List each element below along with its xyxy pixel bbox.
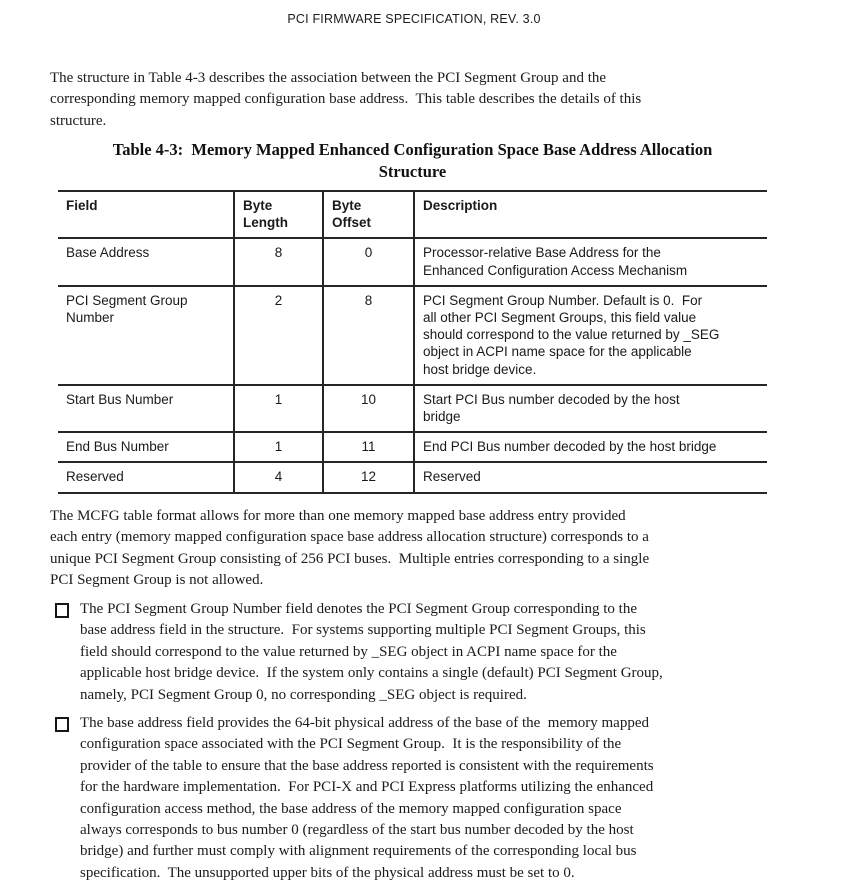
cell-line: Enhanced Configuration Access Mechanism	[423, 262, 688, 278]
text-line: corresponding memory mapped configuration base address. This table describes the details of this	[50, 91, 642, 108]
table-row	[58, 238, 767, 285]
cell-line: should correspond to the value returned by _SEG	[423, 327, 720, 343]
cell-byte-length: 4	[234, 462, 323, 492]
table-row	[58, 432, 767, 462]
text-line: always corresponds to bus number 0 (regardless of the start bus number decoded by the host	[80, 822, 634, 839]
cell-byte-offset: 8	[323, 286, 414, 385]
cell-line: Byte	[243, 198, 273, 213]
column-header	[323, 191, 414, 238]
text-line: PCI Segment Group is not allowed.	[50, 572, 264, 589]
cell-line: object in ACPI name space for the applicable	[423, 344, 692, 360]
cell-description	[414, 462, 767, 492]
text-line: The structure in Table 4-3 describes the association between the PCI Segment Group and the	[50, 70, 607, 86]
cell-line: Field	[66, 198, 98, 213]
cell-line: Start PCI Bus number decoded by the host	[423, 391, 680, 407]
column-header	[58, 191, 234, 238]
cell-line: Offset	[332, 215, 372, 231]
text-line: configuration access method, the base address of the memory mapped configuration space	[80, 800, 622, 817]
bullet-text	[80, 713, 654, 884]
cell-byte-offset: 12	[323, 462, 414, 492]
table-header-row	[58, 191, 767, 238]
text-line: applicable host bridge device. If the system only contains a single (default) PCI Segment Group,	[80, 665, 663, 682]
cell-line: all other PCI Segment Groups, this field value	[423, 310, 697, 326]
spec-table-container	[58, 190, 767, 494]
table-caption-line-1: Table 4-3: Memory Mapped Enhanced Configuration Space Base Address Allocation	[112, 140, 713, 159]
cell-byte-length: 1	[234, 432, 323, 462]
cell-field: Start Bus Number	[66, 391, 174, 407]
cell-description	[414, 385, 767, 432]
bullet-text	[80, 599, 663, 706]
cell-line: PCI Segment Group Number. Default is 0. For	[423, 292, 703, 308]
cell-line: End PCI Bus number decoded by the host bridge	[423, 439, 717, 455]
intro-paragraph	[50, 68, 641, 132]
table-row	[58, 385, 767, 432]
table-body	[58, 238, 767, 492]
cell-byte-length: 2	[234, 286, 323, 385]
text-line: structure.	[50, 112, 107, 129]
cell-line: host bridge device.	[423, 361, 537, 377]
column-header	[414, 191, 767, 238]
column-header	[234, 191, 323, 238]
cell-line: Processor-relative Base Address for the	[423, 245, 661, 261]
cell-line: Reserved	[423, 469, 481, 485]
text-line: base address field in the structure. For systems supporting multiple PCI Segment Groups, this	[80, 622, 646, 639]
spec-table	[58, 190, 767, 494]
text-line: for the hardware implementation. For PCI-X and PCI Express platforms utilizing the enhanced	[80, 779, 654, 796]
cell-line: Byte	[332, 198, 362, 213]
cell-byte-offset: 0	[323, 238, 414, 285]
open-square-bullet-icon	[55, 603, 69, 618]
text-line: unique PCI Segment Group consisting of 256 PCI buses. Multiple entries corresponding to a single	[50, 550, 650, 567]
cell-description	[414, 238, 767, 285]
text-line: field should correspond to the value returned by _SEG object in ACPI name space for the	[80, 643, 617, 660]
text-line: each entry (memory mapped configuration space base address allocation structure) corresponds to a	[50, 529, 649, 546]
text-line: specification. The unsupported upper bits of the physical address must be set to 0.	[80, 864, 575, 881]
page-header: PCI FIRMWARE SPECIFICATION, REV. 3.0	[287, 12, 541, 26]
cell-line: bridge	[423, 409, 461, 425]
text-line: The MCFG table format allows for more than one memory mapped base address entry provided	[50, 508, 626, 524]
mcfg-paragraph	[50, 506, 649, 592]
cell-field: Base Address	[66, 245, 150, 261]
cell-line: Length	[243, 215, 288, 231]
cell-byte-length: 8	[234, 238, 323, 285]
cell-byte-offset: 10	[323, 385, 414, 432]
table-caption-line-2: Structure	[378, 161, 447, 181]
text-line: configuration space associated with the PCI Segment Group. It is the responsibility of the	[80, 736, 622, 753]
text-line: provider of the table to ensure that the base address reported is consistent with the requirements	[80, 757, 654, 774]
cell-description	[414, 432, 767, 462]
text-line: namely, PCI Segment Group 0, no corresponding _SEG object is required.	[80, 686, 527, 703]
table-row	[58, 286, 767, 385]
cell-field: End Bus Number	[66, 439, 169, 455]
cell-field: Reserved	[66, 469, 124, 485]
text-line: bridge) and further must comply with alignment requirements of the corresponding local bus	[80, 843, 637, 860]
bullet-item-base-address	[55, 713, 654, 884]
table-row	[58, 462, 767, 492]
bullet-item-segment-group	[55, 599, 663, 706]
cell-field: PCI Segment Group Number	[66, 292, 188, 326]
cell-description	[414, 286, 767, 385]
text-line: The PCI Segment Group Number field denotes the PCI Segment Group corresponding to the	[80, 601, 637, 617]
cell-byte-offset: 11	[323, 432, 414, 462]
cell-byte-length: 1	[234, 385, 323, 432]
cell-line: Description	[423, 198, 498, 213]
table-caption	[58, 139, 767, 182]
text-line: The base address field provides the 64-bit physical address of the base of the memory mapped	[80, 715, 649, 731]
open-square-bullet-icon	[55, 717, 69, 732]
